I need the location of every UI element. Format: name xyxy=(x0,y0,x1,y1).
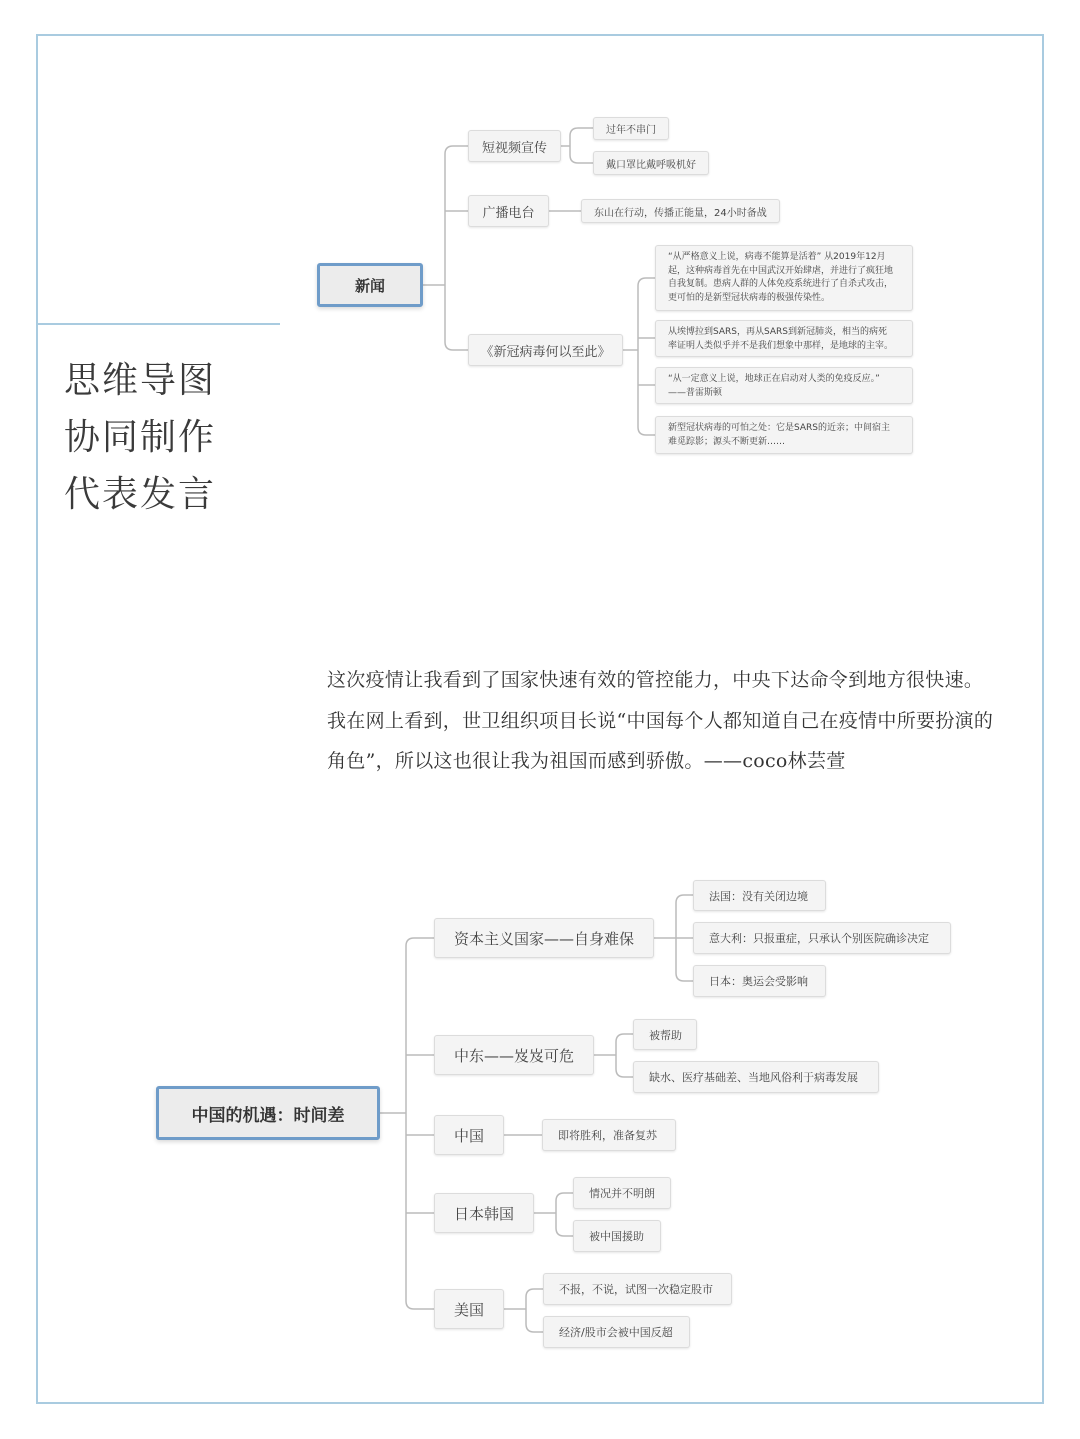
map2-branch: 中东——岌岌可危 xyxy=(434,1035,594,1075)
representative-quote xyxy=(327,660,1027,782)
map1-leaf: 过年不串门 xyxy=(593,117,669,140)
map1-leaf-note xyxy=(655,245,913,311)
title-line: 协同制作 xyxy=(64,417,217,458)
note-line: 从埃博拉到SARS，再从SARS到新冠肺炎，相当的病死 xyxy=(668,327,888,337)
note-line: “从严格意义上说，病毒不能算是活着” 从2019年12月 xyxy=(668,252,886,262)
note-line: 难觅踪影；源头不断更新…… xyxy=(668,436,786,447)
note-line: 更可怕的是新型冠状病毒的极强传染性。 xyxy=(668,292,831,303)
map2-branch: 资本主义国家——自身难保 xyxy=(434,918,654,958)
map1-root: 新闻 xyxy=(317,263,423,307)
map2-leaf: 被中国援助 xyxy=(573,1220,661,1252)
map2-leaf: 缺水、医疗基础差、当地风俗利于病毒发展 xyxy=(633,1061,879,1093)
note-line: 率证明人类似乎并不是我们想象中那样，是地球的主宰。 xyxy=(668,340,894,351)
map2-root: 中国的机遇：时间差 xyxy=(156,1086,380,1140)
map1-branch: 短视频宣传 xyxy=(468,130,561,162)
map1-branch: 《新冠病毒何以至此》 xyxy=(468,334,623,366)
note-line: 新型冠状病毒的可怕之处：它是SARS的近亲；中间宿主 xyxy=(668,423,891,433)
map2-leaf: 日本：奥运会受影响 xyxy=(693,965,826,997)
map2-leaf: 情况并不明朗 xyxy=(573,1177,671,1209)
quote-line: 我在网上看到，世卫组织项目长说“中国每个人都知道自己在疫情中所要扮演的 xyxy=(327,709,994,732)
map2-leaf: 意大利：只报重症，只承认个别医院确诊决定 xyxy=(693,922,951,954)
map2-leaf: 经济/股市会被中国反超 xyxy=(543,1316,690,1348)
title-line: 思维导图 xyxy=(64,360,217,401)
map2-leaf: 被帮助 xyxy=(633,1019,697,1050)
map2-leaf: 法国：没有关闭边境 xyxy=(693,880,826,911)
note-line: ——普雷斯顿 xyxy=(668,387,723,398)
note-line: 起，这种病毒首先在中国武汉开始肆虐，并进行了疯狂地 xyxy=(668,265,894,276)
map2-branch: 中国 xyxy=(434,1115,504,1155)
map1-leaf-note xyxy=(655,416,913,454)
note-line: “从一定意义上说，地球正在启动对人类的免疫反应。” xyxy=(668,374,880,384)
map1-leaf-note xyxy=(655,320,913,357)
map1-leaf: 东山在行动，传播正能量，24小时备战 xyxy=(581,199,780,223)
map2-leaf: 即将胜利，准备复苏 xyxy=(542,1119,676,1151)
map1-leaf: 戴口罩比戴呼吸机好 xyxy=(593,151,709,175)
quote-line: 这次疫情让我看到了国家快速有效的管控能力，中央下达命令到地方很快速。 xyxy=(327,669,984,691)
map2-branch: 美国 xyxy=(434,1289,504,1329)
map2-leaf: 不报，不说，试图一次稳定股市 xyxy=(543,1273,732,1305)
map1-leaf-note xyxy=(655,367,913,404)
title-line: 代表发言 xyxy=(64,474,217,515)
map2-branch: 日本韩国 xyxy=(434,1193,534,1233)
note-line: 自我复制。患病人群的人体免疫系统进行了自杀式攻击， xyxy=(668,279,894,289)
map1-branch: 广播电台 xyxy=(468,195,549,227)
quote-line: 角色”，所以这也很让我为祖国而感到骄傲。——coco林芸萱 xyxy=(327,750,846,772)
